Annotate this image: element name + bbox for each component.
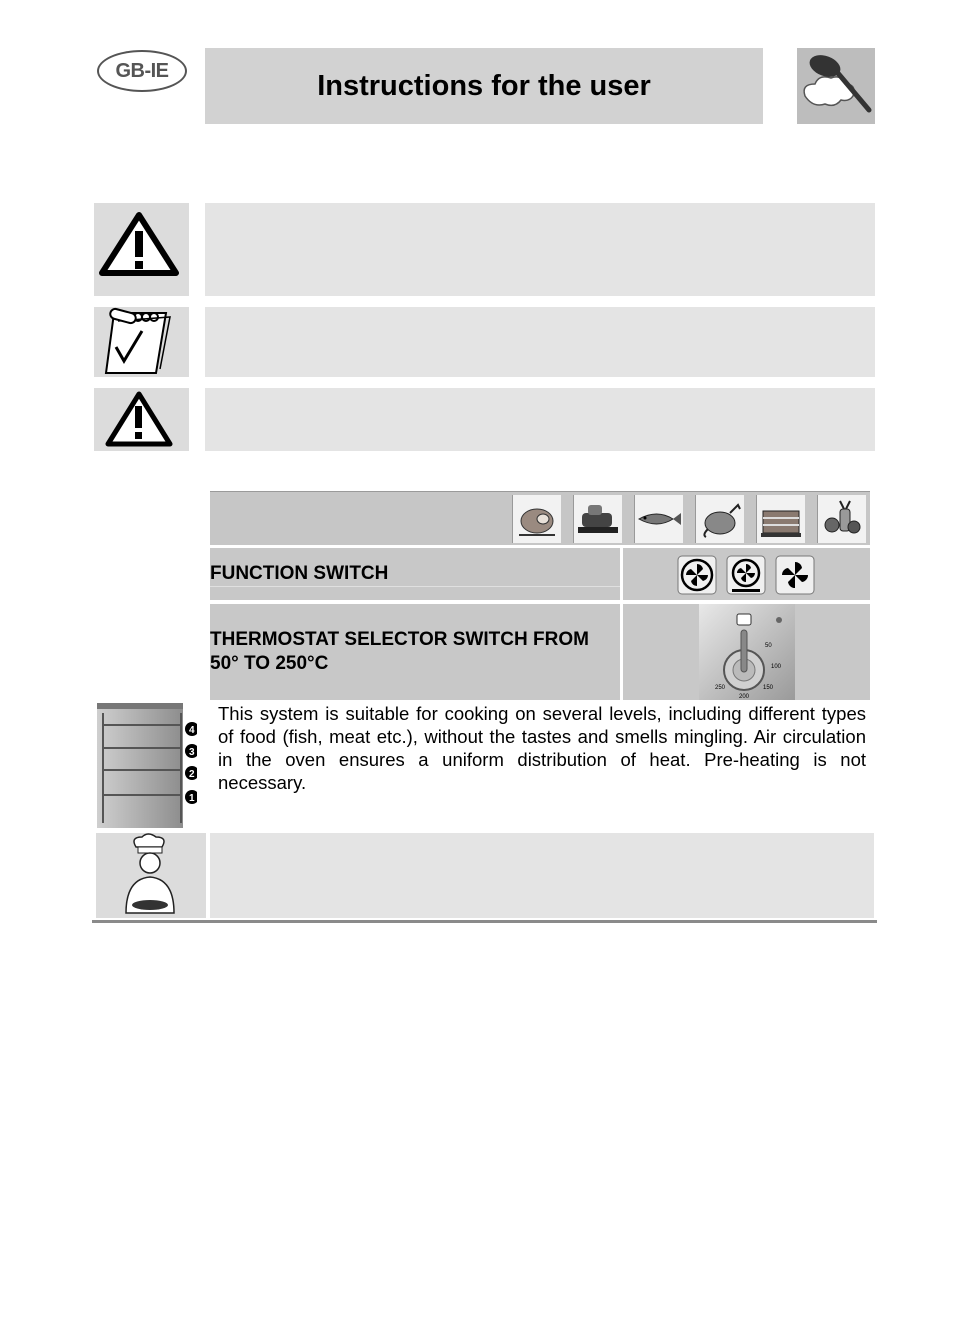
function-icons-cell <box>623 548 870 600</box>
rack-level-badges <box>185 722 197 804</box>
notepad-check-icon <box>94 307 189 377</box>
dial-tick-250: 250 <box>715 685 726 691</box>
bread-icon <box>573 495 622 543</box>
bottom-divider <box>92 920 877 923</box>
warning-icon <box>94 203 189 296</box>
chef-icon-cell <box>96 833 206 918</box>
rack-level-4: 4 <box>189 725 195 736</box>
food-icons-row <box>210 491 870 545</box>
dial-tick-200: 200 <box>739 694 750 700</box>
function-switch-cell <box>210 548 620 600</box>
fish-icon <box>634 495 683 543</box>
tip-box <box>210 833 874 918</box>
language-badge: GB-IE <box>97 50 187 92</box>
info-note-box <box>205 307 875 377</box>
thermostat-label: THERMOSTAT SELECTOR SWITCH FROM 50° TO 250°C <box>210 629 589 674</box>
warning-icon-cell-2 <box>94 388 189 451</box>
warning-icon <box>94 388 189 451</box>
title-banner <box>205 48 763 124</box>
dial-tick-150: 150 <box>763 685 774 691</box>
cake-icon <box>756 495 805 543</box>
description-text: This system is suitable for cooking on several levels, including different types of food (fish, meat etc.), without the tastes and smells mingling. Air circulation in the oven ensures a uniform distribution of heat. Pre-heating is not necessary. <box>218 703 866 793</box>
thermostat-cell <box>210 604 620 700</box>
warning-note-box-2 <box>205 388 875 451</box>
notepad-icon-cell <box>94 307 189 377</box>
fan-ring-bottom-icon <box>726 555 766 595</box>
chicken-icon <box>695 495 744 543</box>
dial-tick-100: 100 <box>771 664 782 670</box>
rack-level-1: 1 <box>189 793 195 804</box>
oven-rack-levels-image <box>97 703 197 828</box>
vegetable-icon <box>817 495 866 543</box>
rack-level-3: 3 <box>189 747 195 758</box>
fan-icon <box>775 555 815 595</box>
warning-note-box <box>205 203 875 296</box>
dial-tick-50: 50 <box>765 643 772 649</box>
thermostat-dial-icon <box>699 604 795 700</box>
chef-icon <box>96 833 206 918</box>
warning-icon-cell <box>94 203 189 296</box>
rack-level-2: 2 <box>189 769 195 780</box>
thermostat-dial-cell <box>623 604 870 700</box>
chef-spoon-icon <box>797 48 875 124</box>
fan-ring-icon <box>677 555 717 595</box>
function-switch-label: FUNCTION SWITCH <box>210 563 389 584</box>
meat-icon <box>512 495 561 543</box>
page-title: Instructions for the user <box>317 69 651 102</box>
